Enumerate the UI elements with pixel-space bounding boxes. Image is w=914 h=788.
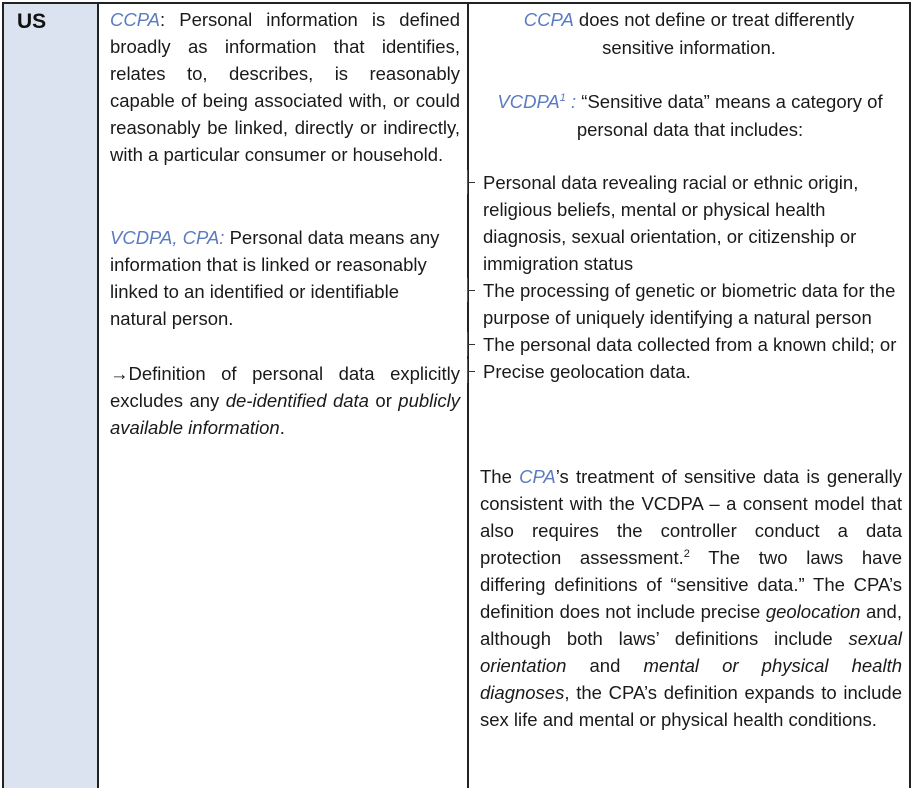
exclusion-text: . [279,417,285,438]
region-cell [4,4,99,788]
cpa-text: and, although both laws’ definitions include [480,601,902,649]
cpa-text: and [566,655,644,676]
cpa-sensitive [480,463,902,733]
cpa-emphasis: geolocation [765,601,861,622]
region-label: US [17,10,47,33]
cpa-emphasis: sexual orientation [480,628,902,676]
ccpa-definition-text: : Personal information is defined broadly as information that identifies, relates to, describes, is reasonably capable of being associated with, or could reasonably be linked, directly or indirectly, with a particular consumer or household. [110,9,460,165]
exclusion-text: or [368,390,399,411]
vcdpa-cpa-label: VCDPA, CPA: [110,227,225,248]
definition-cell [99,4,469,788]
arrow-icon: → [110,363,129,384]
footnote-ref-2[interactable]: 2 [683,547,690,560]
cpa-text: , the CPA’s definition expands to include sex life and mental or physical health conditions. [480,682,902,730]
vcdpa-label: VCDPA [497,91,560,112]
exclusion-note [110,360,460,441]
cpa-text: The [480,466,520,487]
exclusion-public: publicly available information [110,390,460,438]
ccpa-sensitive [519,6,859,62]
list-item [469,358,899,385]
vcdpa-colon: : [565,91,577,112]
list-item-text: The processing of genetic or biometric data for the purpose of uniquely identifying a natural person [483,280,896,328]
list-item-text: Precise geolocation data. [483,361,691,382]
ccpa-label: CCPA [110,9,161,30]
list-item-text: Personal data revealing racial or ethnic origin, religious beliefs, mental or physical health diagnosis, sexual orientation, or citizenship or immigration status [483,172,859,274]
vcdpa-sensitive-text: “Sensitive data” means a category of personal data that includes: [576,91,883,140]
cpa-text: ’s treatment of sensitive data is generally consistent with the VCDPA – a consent model that also requires the controller conduct a data protection assessment. [480,466,902,568]
comparison-table [2,2,911,788]
list-item-text: The personal data collected from a known child; or [483,334,897,355]
sensitive-data-cell [469,4,909,788]
footnote-ref-1[interactable]: 1 [559,91,566,104]
vcdpa-cpa-definition [110,224,460,332]
cpa-text: The two laws have differing definitions of “sensitive data.” The CPA’s definition does not include precise [480,547,902,622]
ccpa-label: CCPA [523,9,574,30]
cpa-emphasis: mental or physical health diagnoses [480,655,903,703]
exclusion-text: Definition of personal data explicitly excludes any [110,363,460,411]
ccpa-sensitive-text: does not define or treat differently sensitive information. [573,9,855,58]
vcdpa-cpa-definition-text: Personal data means any information that is linked or reasonably linked to an identified or identifiable natural person. [110,227,440,329]
ccpa-definition [110,6,460,168]
list-item [469,169,899,277]
list-item [469,331,899,358]
cpa-label: CPA [519,466,556,487]
exclusion-deidentified: de-identified data [225,390,369,411]
list-item [469,277,899,331]
vcdpa-sensitive [475,88,905,144]
sensitive-data-list [469,169,899,385]
